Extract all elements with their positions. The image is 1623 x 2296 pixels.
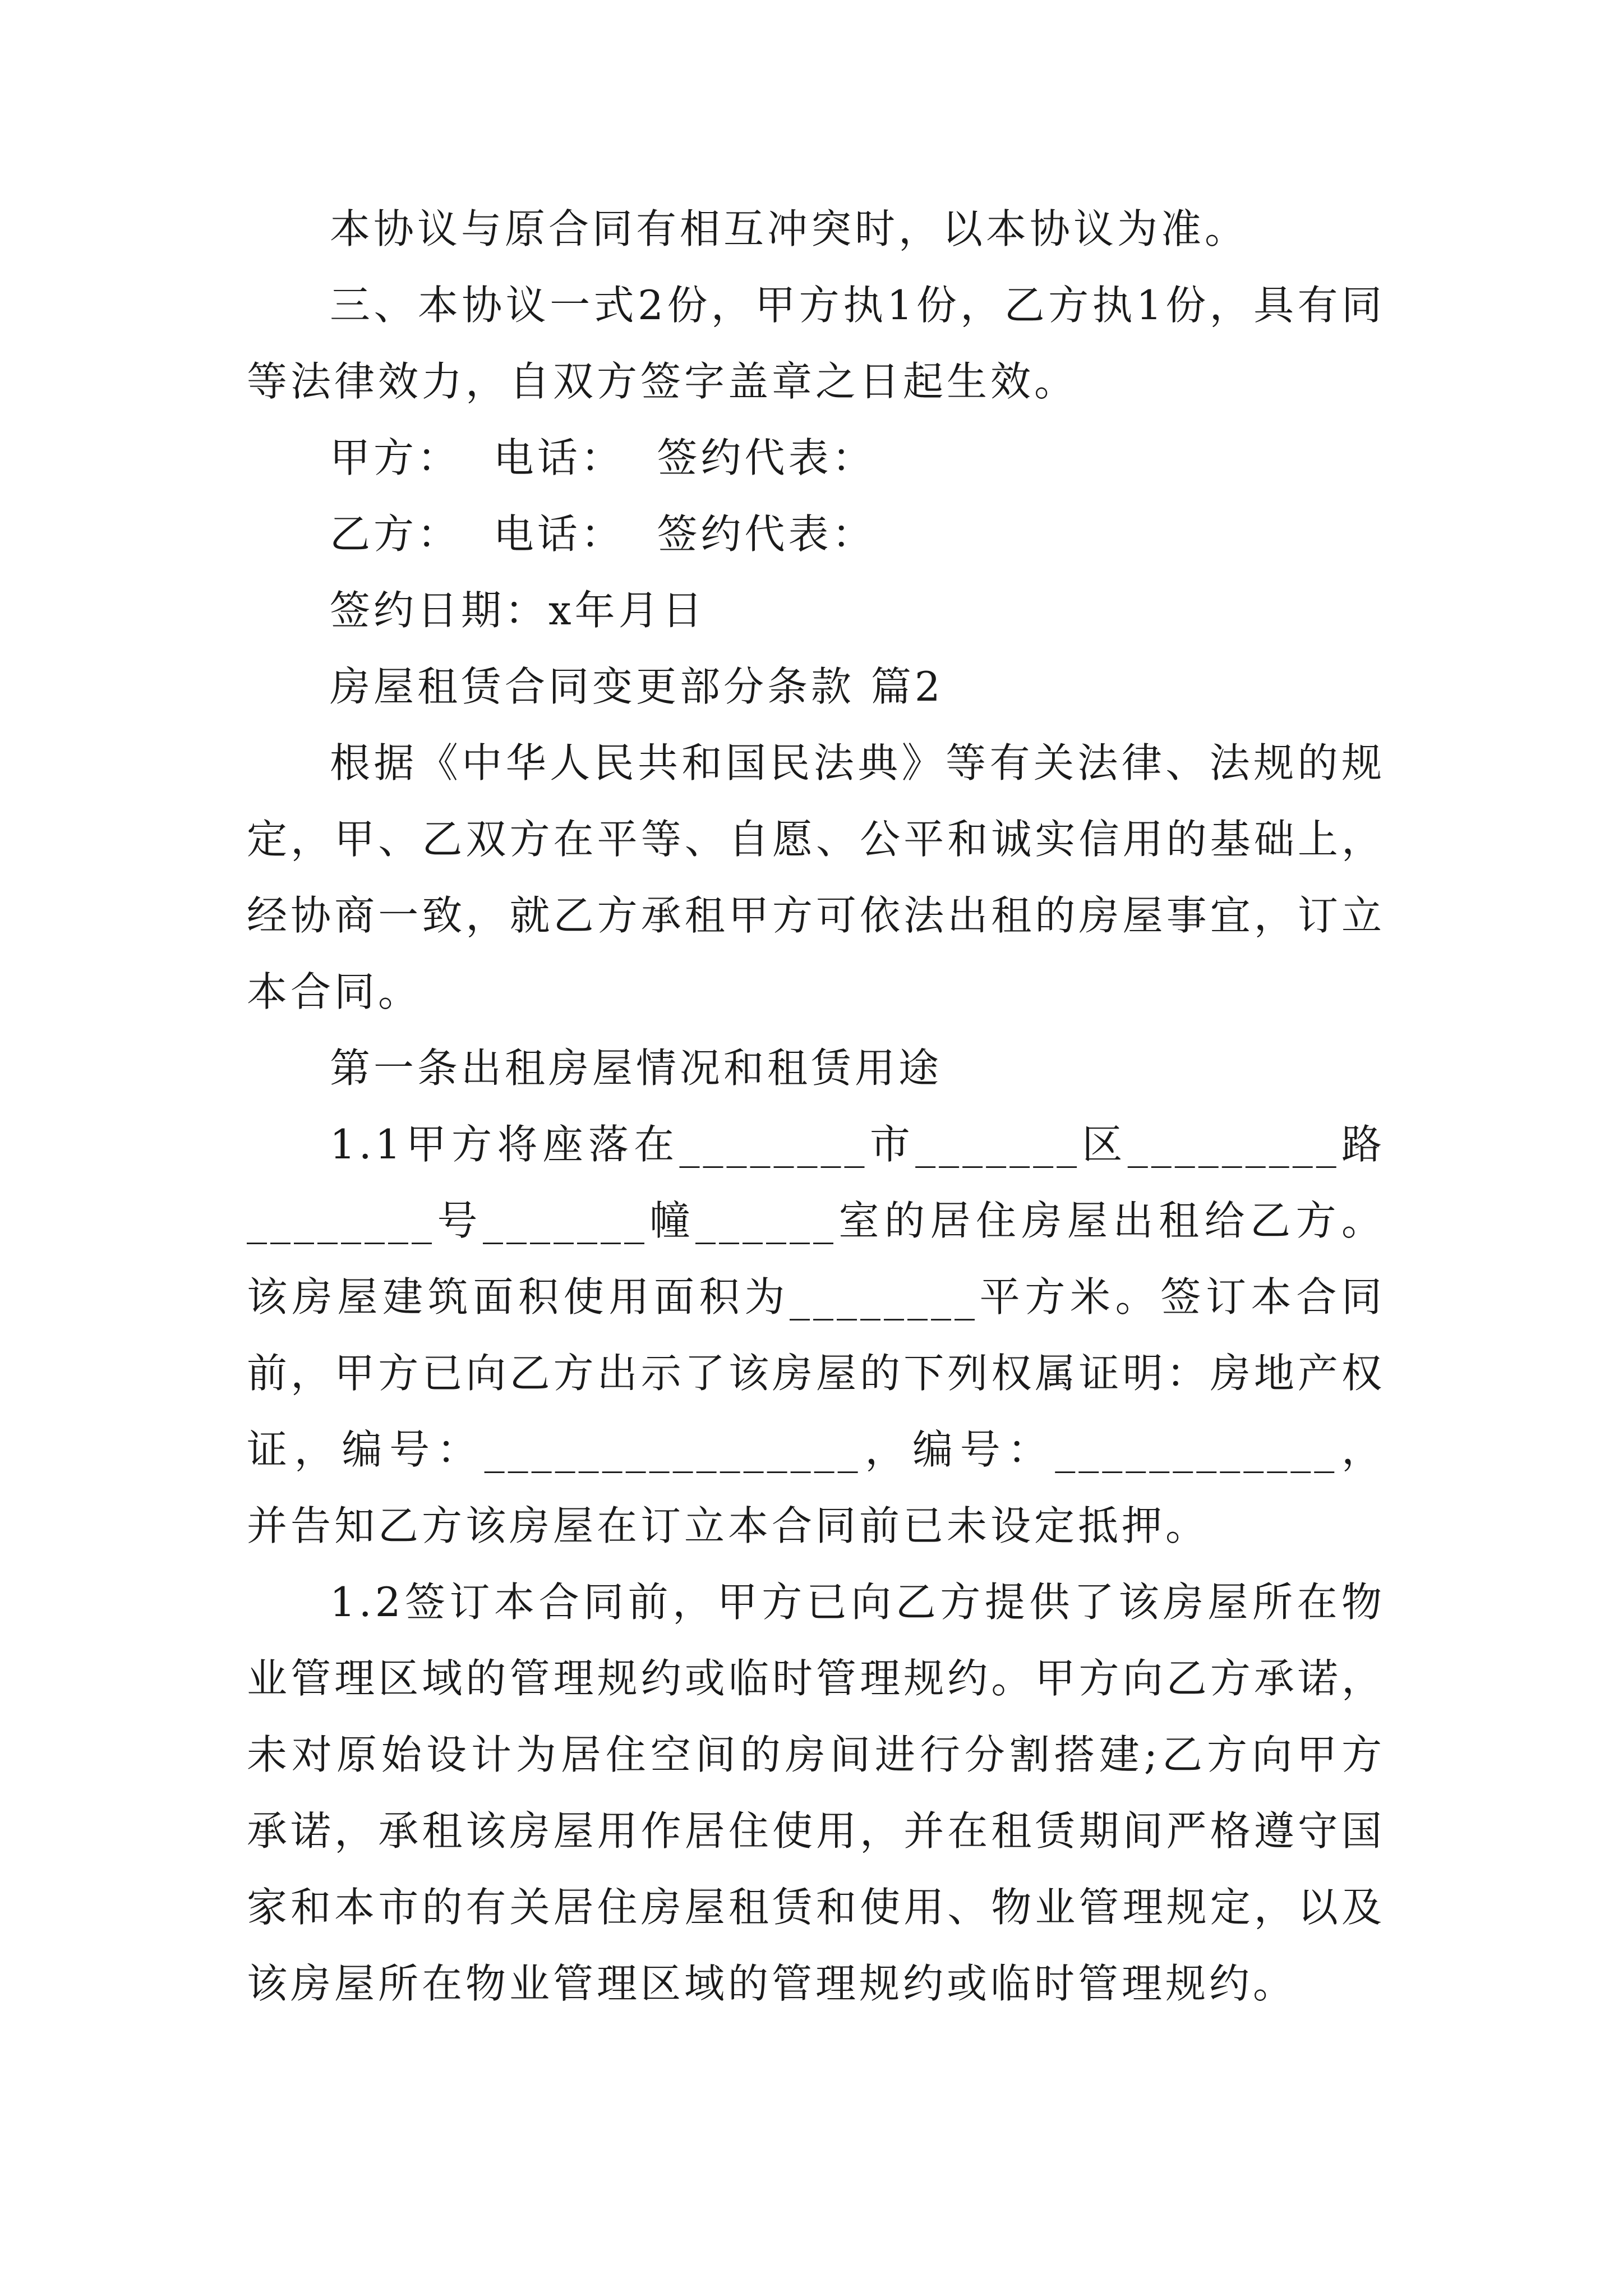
paragraph-copies-clause: 三、本协议一式2份，甲方执1份，乙方执1份，具有同等法律效力，自双方签字盖章之日起生效。 bbox=[247, 282, 1385, 405]
signing-date-line: 签约日期：x年月日 bbox=[330, 587, 706, 634]
paragraph-legal-basis: 根据《中华人民共和国民法典》等有关法律、法规的规定，甲、乙双方在平等、自愿、公平和诚实信用的基础上，经协商一致，就乙方承租甲方可依法出租的房屋事宜，订立本合同。 bbox=[247, 739, 1385, 1015]
signature-line-party-a: 甲方： 电话： 签约代表： bbox=[330, 434, 876, 481]
document-body bbox=[247, 191, 1385, 2022]
clause-1-1: 1.1甲方将座落在________市_______区_________路________号_______幢______室的居住房屋出租给乙方。该房屋建筑面积使用面积为________平方米。签订本合同前，甲方已向乙方出示了该房屋的下列权属证明：房地产权证，编号：________________，编号：____________，并告知乙方该房屋在订立本合同前已未设定抵押。 bbox=[247, 1121, 1385, 1549]
signature-line-party-b: 乙方： 电话： 签约代表： bbox=[330, 510, 876, 558]
paragraph-agreement-precedence: 本协议与原合同有相互冲突时，以本协议为准。 bbox=[330, 205, 1249, 252]
section-heading-article-2: 房屋租赁合同变更部分条款 篇2 bbox=[330, 663, 944, 710]
clause-1-2: 1.2签订本合同前，甲方已向乙方提供了该房屋所在物业管理区域的管理规约或临时管理规约。甲方向乙方承诺，未对原始设计为居住空间的房间进行分割搭建;乙方向甲方承诺，承租该房屋用作居住使用，并在租赁期间严格遵守国家和本市的有关居住房屋租赁和使用、物业管理规定，以及该房屋所在物业管理区域的管理规约或临时管理规约。 bbox=[247, 1579, 1385, 2007]
clause-heading-article-1: 第一条出租房屋情况和租赁用途 bbox=[330, 1045, 943, 1092]
